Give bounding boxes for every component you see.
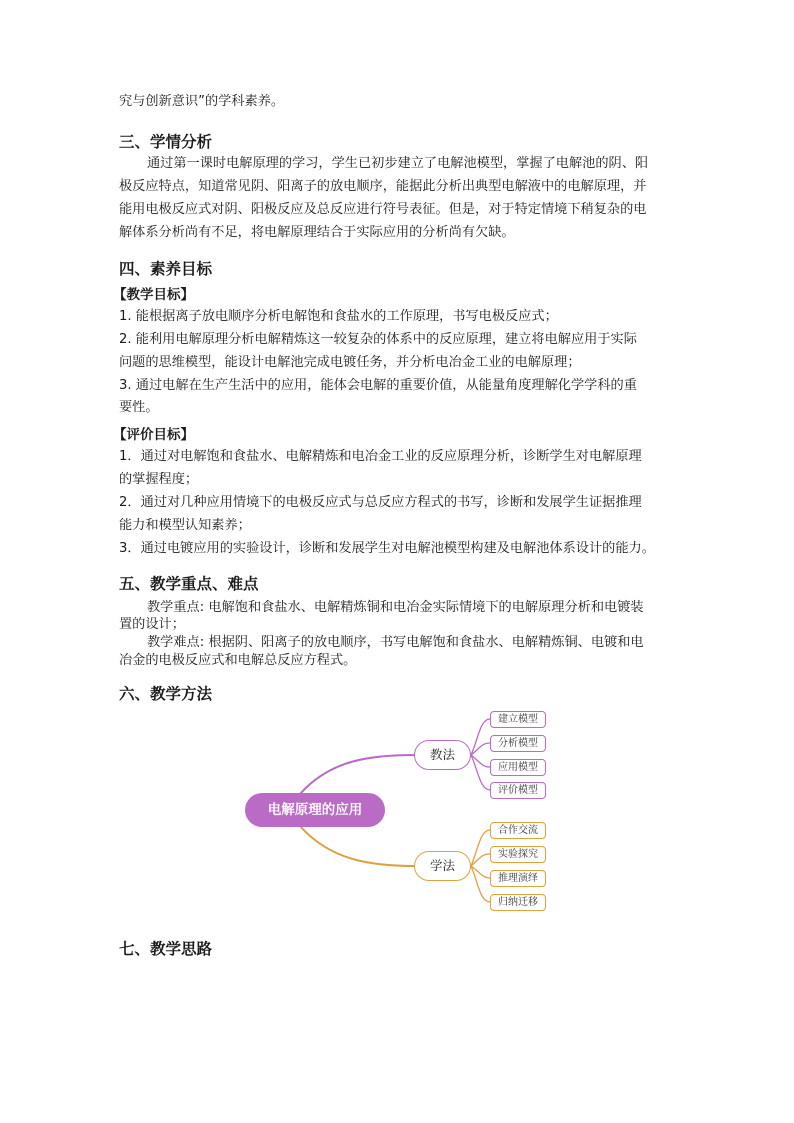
eval-goal-line: 2．通过对几种应用情境下的电极反应式与总反应方程式的书写，诊断和发展学生证据推理 bbox=[119, 495, 642, 510]
mindmap-teach-item: 应用模型 bbox=[490, 759, 546, 776]
intro-tail-text: 究与创新意识”的学科素养。 bbox=[119, 94, 285, 109]
connector-teach-item bbox=[471, 755, 490, 790]
mindmap-learn-item: 实验探究 bbox=[490, 846, 546, 863]
eval-goal-line: 1．通过对电解饱和食盐水、电解精炼和电冶金工业的反应原理分析，诊断学生对电解原理 bbox=[119, 449, 642, 464]
teaching-goal-line: 2. 能利用电解原理分析电解精炼这一较复杂的体系中的反应原理，建立将电解应用于实际 bbox=[119, 332, 637, 347]
section3-line: 通过第一课时电解原理的学习，学生已初步建立了电解池模型，掌握了电解池的阴、阳 bbox=[147, 156, 649, 171]
eval-goal-line: 3．通过电镀应用的实验设计，诊断和发展学生对电解池模型构建及电解池体系设计的能力。 bbox=[119, 541, 655, 556]
section3-line: 极反应特点，知道常见阴、阳离子的放电顺序，能据此分析出典型电解液中的电解原理，并 bbox=[119, 179, 647, 194]
section3-line: 解体系分析尚有不足，将电解原理结合于实际应用的分析尚有欠缺。 bbox=[119, 225, 515, 240]
mindmap-learn-item: 合作交流 bbox=[490, 822, 546, 839]
mindmap-teach-item: 建立模型 bbox=[490, 711, 546, 728]
mindmap-root: 电解原理的应用 bbox=[245, 793, 385, 827]
teaching-goals-label: 【教学目标】 bbox=[113, 287, 194, 303]
section5-line: 置的设计； bbox=[119, 617, 185, 632]
mindmap-teach-item: 评价模型 bbox=[490, 782, 546, 799]
section5-line: 教学难点: 根据阴、阳离子的放电顺序，书写电解饱和食盐水、电解精炼铜、电镀和电 bbox=[147, 635, 644, 650]
eval-goal-line: 能力和模型认知素养； bbox=[119, 518, 251, 533]
eval-goal-line: 的掌握程度； bbox=[119, 472, 199, 487]
teaching-goal-line: 要性。 bbox=[119, 400, 159, 415]
section4-heading: 四、素养目标 bbox=[119, 260, 213, 278]
section7-heading: 七、教学思路 bbox=[119, 940, 213, 958]
connector-learn-item bbox=[471, 830, 490, 866]
section5-line: 冶金的电极反应式和电解总反应方程式。 bbox=[119, 653, 357, 668]
connector-learn-item bbox=[471, 866, 490, 878]
eval-goals-label: 【评价目标】 bbox=[113, 427, 194, 443]
section5-heading: 五、教学重点、难点 bbox=[119, 575, 259, 593]
mindmap-teach-node: 教法 bbox=[414, 740, 471, 770]
section6-heading: 六、教学方法 bbox=[119, 685, 213, 703]
teaching-goal-line: 问题的思维模型，能设计电解池完成电镀任务，并分析电冶金工业的电解原理； bbox=[119, 355, 581, 370]
section3-heading: 三、学情分析 bbox=[119, 133, 213, 151]
connector-learn-item bbox=[471, 854, 490, 866]
teaching-goal-line: 1. 能根据离子放电顺序分析电解饱和食盐水的工作原理，书写电极反应式； bbox=[119, 309, 558, 324]
connector-teach-item bbox=[471, 743, 490, 755]
connector-learn-item bbox=[471, 866, 490, 902]
connector-learn bbox=[300, 826, 415, 866]
mindmap-learn-node: 学法 bbox=[414, 851, 471, 881]
connector-teach-item bbox=[471, 719, 490, 755]
section3-line: 能用电极反应式对阴、阳极反应及总反应进行符号表征。但是，对于特定情境下稍复杂的电 bbox=[119, 202, 647, 217]
mindmap-learn-item: 归纳迁移 bbox=[490, 894, 546, 911]
mindmap-teach-item: 分析模型 bbox=[490, 735, 546, 752]
connector-teach bbox=[300, 755, 415, 794]
teaching-goal-line: 3. 通过电解在生产生活中的应用，能体会电解的重要价值，从能量角度理解化学学科的重 bbox=[119, 378, 637, 393]
section5-line: 教学重点: 电解饱和食盐水、电解精炼铜和电冶金实际情境下的电解原理分析和电镀装 bbox=[147, 600, 644, 615]
mindmap-learn-item: 推理演绎 bbox=[490, 870, 546, 887]
connector-teach-item bbox=[471, 755, 490, 767]
